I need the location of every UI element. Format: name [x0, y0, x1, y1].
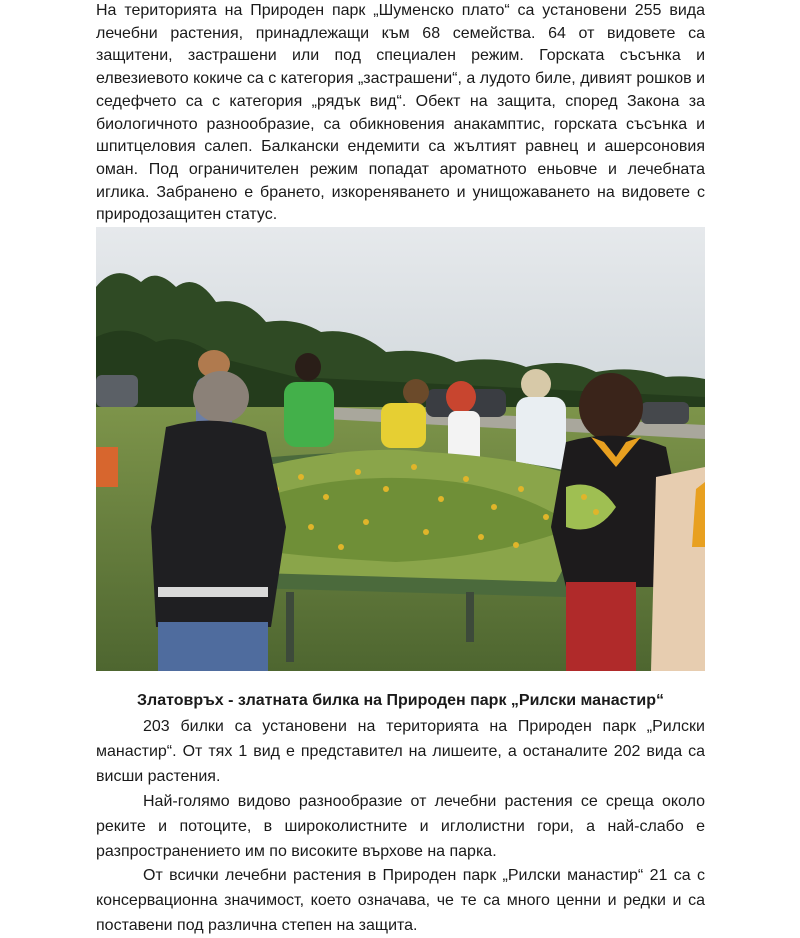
car-right	[641, 402, 689, 424]
woman-jeans	[158, 622, 268, 671]
person-yellow-shirt	[381, 403, 426, 448]
body-paragraph: 203 билки са установени на територията на Природен парк „Рилски манастир“. От тях 1 вид е представител на лишеите, а останалите 202 вида са висши растения.	[96, 718, 705, 785]
person-green-shirt	[284, 382, 334, 447]
body-paragraph: Най-голямо видово разнообразие от лечебни растения се среща около реките и потоците, в широколистните и иглолистни гори, а най-слабо е разпространението им по високите върхове на парка.	[96, 793, 705, 860]
bouquet-flower	[581, 494, 587, 500]
car-left	[96, 375, 138, 407]
woman-red-trousers	[566, 582, 636, 671]
person-head	[403, 379, 429, 405]
person-left-edge	[96, 447, 118, 487]
jacket-stripe	[158, 587, 268, 597]
table-leg	[286, 592, 294, 662]
woman-grey-hair	[193, 371, 249, 423]
intro-paragraph: На територията на Природен парк „Шуменско плато“ са установени 255 вида лечебни растения, принадлежащи към 68 семейства. 64 от видовете са защитени, застрашени или под специален режим. Горската съсънка и елвезиевото кокиче са с категория „застрашени“, а лудото биле, дивият рошков и седефчето са с категория „рядък вид“. Обект на защита, според Закона за биологичното разнообразие, са обикновения анакамптис, горската съсънка и шпитцеловия салеп. Балкански ендемити са жълтият равнец и ашерсоновия оман. Под ограничителен режим попадат ароматното еньовче и лечебната иглика. Забранено е брането, изкореняването и унищожаването на видовете с природозащитен статус.	[96, 2, 705, 224]
section-heading: Златовръх - златната билка на Природен парк „Рилски манастир“	[137, 692, 664, 709]
woman-dark-hair	[579, 373, 643, 441]
bouquet-flower	[593, 509, 599, 515]
table-leg	[466, 592, 474, 642]
person-red-hair	[446, 381, 476, 413]
body-paragraph: От всички лечебни растения в Природен парк „Рилски манастир“ 21 са с консервационна значимост, което означава, че те са много ценни и редки и са поставени под различна степен на защита.	[96, 867, 705, 934]
person-head	[521, 369, 551, 399]
person-head	[295, 353, 321, 381]
photo-illustration	[96, 227, 705, 671]
herb-gathering-photo	[96, 227, 705, 671]
